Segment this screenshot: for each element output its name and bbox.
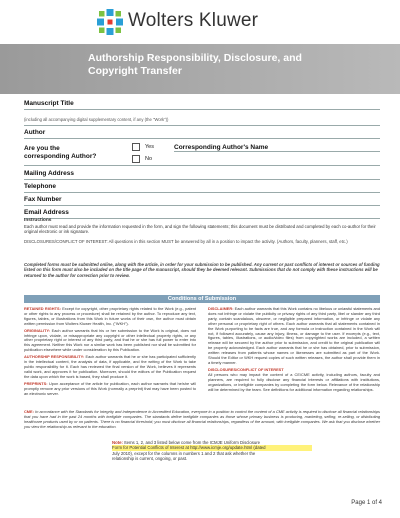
retained-rights-text: Except for copyright, other proprietary rights related to the Work (e.g., patent or other rights to any process or procedure) shall be retained by the author. To reproduce any text, figures, tables, or illustrations from this Work in future works of their own, the author must obtain written permission from Wolters Kluwer Health, Inc. ("WKH").	[24, 306, 196, 326]
manuscript-title-label: Manuscript Title	[24, 100, 74, 107]
page-number: Page 1 of 4	[351, 500, 382, 506]
retained-rights-heading: RETAINED RIGHTS:	[24, 306, 61, 311]
conditions-left-column	[24, 307, 196, 398]
originality-heading: ORIGINALITY:	[24, 327, 51, 333]
coi-heading: DISCLOSURES/CONFLICT OF INTEREST	[208, 366, 284, 372]
instructions	[24, 218, 380, 235]
preprints-heading: PREPRINTS:	[24, 380, 48, 386]
originality-text: Each author warrants that his or her submission to the Work is original, does not infringe upon, violate, or misappropriate any copyright or other intellectual property rights, or any other proprietary right or interest of any third party, and that he or she has full power to enter into this agreement. Neither this Work nor a similar work has been published nor shall be submitted for publication elsewhere while under consideration by this Publication.	[24, 327, 196, 353]
retained-rights-paragraph	[24, 307, 196, 327]
header	[0, 0, 400, 44]
authorship-heading: AUTHORSHIP RESPONSIBILITY:	[24, 354, 85, 360]
preprints-text: Upon acceptance of the article for publication, each author warrants that he/she will promptly remove any prior versions of this Work (normally a preprint) that may have been posted to an electronic server.	[24, 380, 196, 396]
cme-text: In accordance with the Standards for Integrity and Independence in Accredited Education, everyone in a position to control the content of a CME activity is required to disclose all financial relationships that you have had in the past 24 months with ineligible companies. The standards define ineligible companies as those whose primary business is producing, marketing, selling, re-selling, or distributing healthcare products used by or on patients. There is no financial threshold; you must disclose all financial relationships, regardless of the amount, with ineligible companies. We ask that you disclose whether you view the relationship as relevant to the education.	[24, 409, 381, 429]
cme-heading: CME:	[24, 409, 34, 414]
divider	[24, 138, 380, 139]
conditions-banner	[24, 295, 380, 303]
manuscript-title-hint: (including all accompanying digital supplementary content, if any (the "Work"))	[24, 117, 169, 122]
title-banner	[0, 44, 400, 94]
authorship-text: Each author warrants that he or she has participated sufficiently in the intellectual content, the analysis of data, if applicable, and the writing of the Work to take public responsibility for it. Each has reviewed the final version of the Work, believes it represents valid work, and approves it for publication. Moreover, should the editors of the Publication request the data upon which the work is based, they shall produce it.	[24, 354, 196, 379]
document-title-line-1: Authorship Responsibility, Disclosure, and	[88, 52, 302, 64]
note-line-3: July 2010), except for the columns in numbers 1 and 2 that ask whether the	[112, 450, 256, 456]
originality-paragraph	[24, 329, 196, 354]
divider	[24, 125, 380, 126]
note-line-4: relationship is current, ongoing, or past.	[112, 456, 188, 462]
divider	[24, 165, 380, 166]
divider	[24, 179, 380, 180]
yes-label: Yes	[145, 144, 154, 150]
divider	[24, 109, 380, 110]
mailing-address-label: Mailing Address	[24, 170, 74, 177]
document-title-line-2: Copyright Transfer	[88, 65, 182, 77]
disclaimer-text: Each author warrants that this Work contains no libelous or unlawful statements and does not infringe or violate the publicity or privacy rights of any third party, libel or slander any third party, contain scandalous, obscene, or negligible prepared information, or infringe or violate any other personal or proprietary right of others. Each author warrants that all statements contained in the Work purporting to be facts are true, and any formula or instruction contained in the Work will not, if followed accurately, cause any injury, illness, or damage to the user. If excerpts (e.g., text, figures, tables, illustrations, or audio/video files) from copyrighted works are included, a written release will be secured by the author prior to submission, and credit to the original publication will be properly acknowledged. Each author warrants that he or she has obtained, prior to submission, written releases from patients whose names or likenesses are submitted as part of the Work. Should the Editor or WKH request copies of such written releases, the author shall provide them in a timely manner.	[208, 306, 380, 365]
divider	[174, 151, 380, 152]
preprints-paragraph	[24, 382, 196, 397]
note-text-1: Items 1, 2, and 3 listed below come from the ICMJE Uniform Disclosure	[124, 440, 261, 445]
corresponding-question-2: corresponding Author?	[24, 153, 97, 160]
no-checkbox[interactable]	[132, 155, 140, 163]
wolters-kluwer-logo-icon	[97, 9, 123, 35]
authorship-paragraph	[24, 355, 196, 380]
instructions-title: Instructions	[24, 218, 52, 223]
author-label: Author	[24, 129, 46, 136]
instructions-text: Each author must read and provide the information requested in the form, and sign the following statements; this document must be distributed and completed by each co-author for their original electronic or ink signature.	[24, 223, 376, 235]
conditions-right-column	[208, 307, 380, 394]
coi-paragraph	[208, 368, 380, 393]
brand-name: Wolters Kluwer	[128, 10, 259, 31]
email-label: Email Address	[24, 209, 69, 216]
cme-paragraph	[24, 410, 380, 430]
fax-label: Fax Number	[24, 196, 62, 203]
completed-forms-note: Completed forms must be submitted online, along with the article, in order for your submission to be published. Any current or past conflicts of interest or sources of funding listed on this form must also be included on the title page of the manuscript, should they be deemed relevant. Submissions that do not comply with these instructions will be returned to the author for correction prior to review.	[24, 262, 380, 278]
disclaimer-paragraph	[208, 307, 380, 366]
telephone-label: Telephone	[24, 183, 57, 190]
note-line-2[interactable]: Form for Potential Conflicts of Interest at http://www.icmje.org/update.html (dated	[112, 445, 312, 450]
yes-checkbox[interactable]	[132, 143, 140, 151]
conditions-title: Conditions of Submission	[167, 296, 237, 302]
corresponding-name-label: Corresponding Author's Name	[174, 144, 269, 151]
no-label: No	[145, 156, 153, 162]
corresponding-question-1: Are you the	[24, 145, 60, 152]
disclaimer-heading: DISCLAIMER:	[208, 306, 234, 311]
divider	[24, 192, 380, 193]
divider	[24, 205, 380, 206]
note-heading: Note:	[112, 440, 123, 445]
coi-text: All persons who may impact the content of a CE/CME activity, including authors, faculty and planners, are required to fully disclose any financial interests or affiliations with institutions, organizations, or ineligible companies by completing the form below. Relevance of the relationship will be determined by the team. See definitions for additional information regarding relationships.	[208, 371, 380, 392]
note-box	[112, 440, 312, 462]
disclosure-note: DISCLOSURES/CONFLICT OF INTEREST: All questions in this section MUST be answered by all in a position to impact the activity. (Authors, faculty, planners, staff, etc.)	[24, 239, 348, 244]
